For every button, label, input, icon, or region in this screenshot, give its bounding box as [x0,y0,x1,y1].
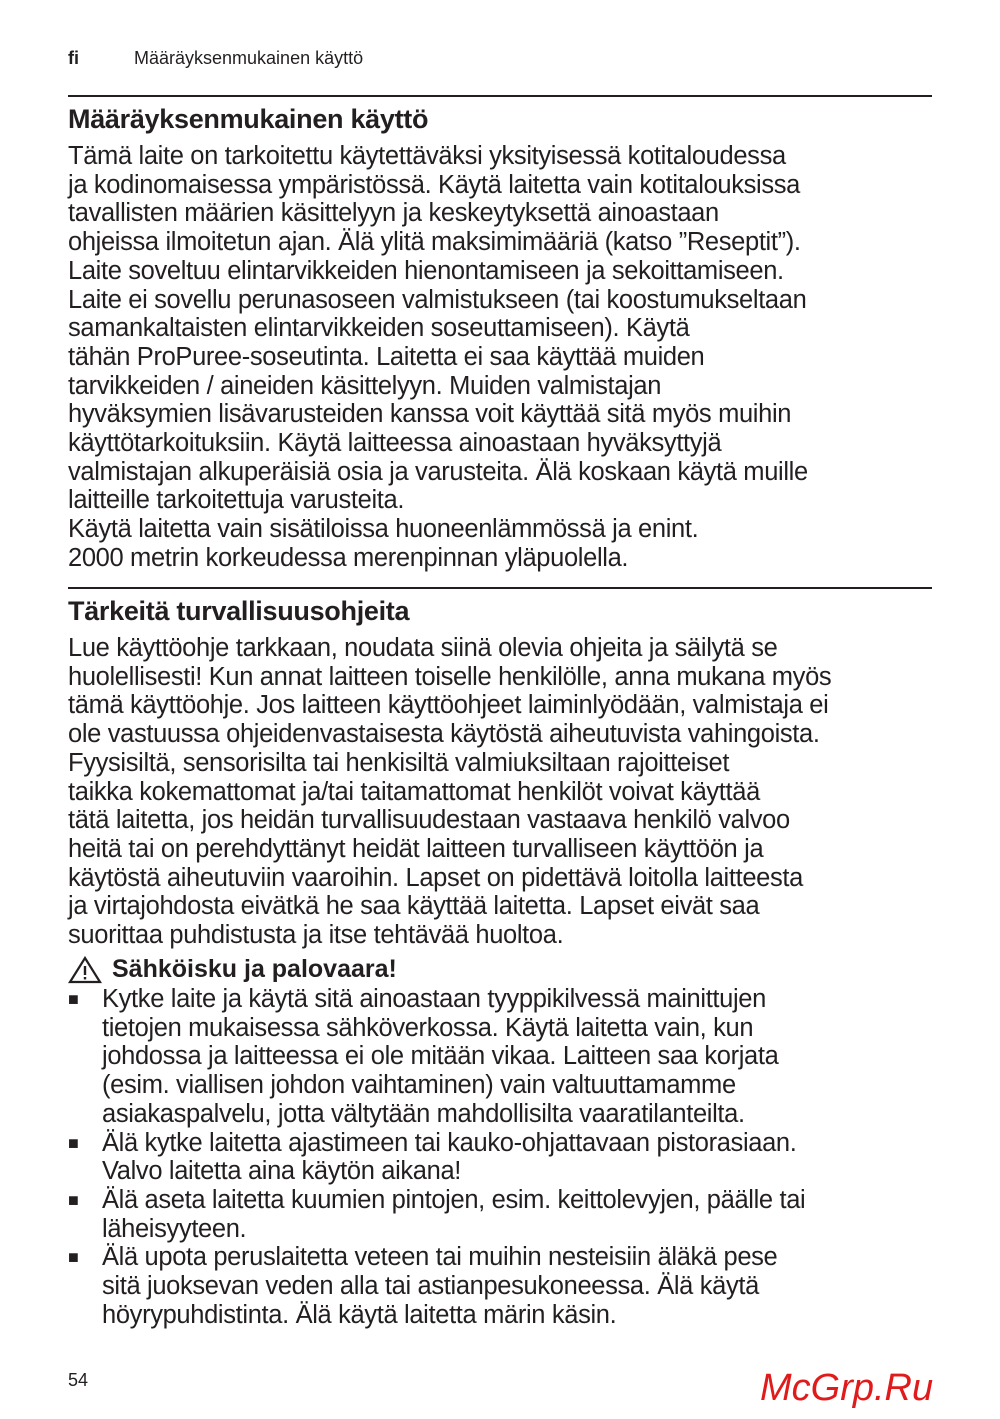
text-line: Laite ei sovellu perunasoseen valmistukseen (tai koostumukseltaan [68,285,807,314]
text-line: tarvikkeiden / aineiden käsittelyyn. Muiden valmistajan [68,371,662,400]
text-line: ohjeissa ilmoitetun ajan. Älä ylitä maksimimääriä (katso ”Reseptit”). [68,228,801,257]
text-line: Älä upota peruslaitetta veteen tai muihin nesteisiin äläkä pese [102,1243,778,1272]
text-line: Käytä laitetta vain sisätiloissa huoneenlämmössä ja enint. [68,515,699,544]
text-line: käyttötarkoituksiin. Käytä laitteessa ainoastaan hyväksyttyjä [68,429,722,458]
text-line: Valvo laitetta aina käytön aikana! [102,1157,462,1186]
section-heading: Määräyksenmukainen käyttö [68,104,429,134]
text-line: huolellisesti! Kun annat laitteen toiselle henkilölle, anna mukana myös [68,662,832,691]
text-line: heitä tai on perehdyttänyt heidät laitteen turvalliseen käyttöön ja [68,834,764,863]
text-line: läheisyyteen. [102,1214,247,1243]
section-body [68,634,831,950]
text-line: Älä kytke laitetta ajastimeen tai kauko-ohjattavaan pistorasiaan. [102,1128,797,1157]
text-line: tietojen mukaisessa sähköverkossa. Käytä laitetta vain, kun [102,1013,754,1042]
text-line: sitä juoksevan veden alla tai astianpesukoneessa. Älä käytä [102,1272,759,1301]
text-line: Tämä laite on tarkoitettu käytettäväksi yksityisessä kotitaloudessa [68,142,786,170]
text-line: (esim. viallisen johdon vaihtaminen) vain valtuuttamamme [102,1071,736,1100]
section-body [68,142,808,573]
text-line: suorittaa puhdistusta ja itse tehtävää huoltoa. [68,921,564,950]
warning-triangle-icon [68,956,102,984]
text-line: tavallisten määrien käsittelyyn ja keskeytyksettä ainoastaan [68,199,719,228]
text-line: asiakaspalvelu, jotta vältytään mahdollisilta vaaratilanteilta. [102,1099,745,1128]
text-line: Laite soveltuu elintarvikkeiden hienontamiseen ja sekoittamiseen. [68,256,784,285]
bullet-item [68,1243,805,1329]
text-line: samankaltaisten elintarvikkeiden soseuttamiseen). Käytä [68,314,690,343]
running-header [68,48,363,69]
text-line: käytöstä aiheutuviin vaaroihin. Lapset on pidettävä loitolla laitteesta [68,863,803,892]
divider [68,95,932,97]
text-line: 2000 metrin korkeudessa merenpinnan yläpuolella. [68,543,629,572]
text-line: Kytke laite ja käytä sitä ainoastaan tyyppikilvessä mainittujen [102,985,766,1013]
text-line: tätä laitetta, jos heidän turvallisuudestaan vastaava henkilö valvoo [68,806,790,835]
bullet-square-icon: ■ [68,1189,79,1210]
language-code: fi [68,48,79,68]
header-title: Määräyksenmukainen käyttö [134,48,364,68]
watermark: McGrp.Ru [760,1367,934,1409]
text-line: ja virtajohdosta eivätkä he saa käyttää laitetta. Lapset eivät saa [68,892,760,921]
bullet-square-icon: ■ [68,989,79,1009]
text-line: Lue käyttöohje tarkkaan, noudata siinä olevia ohjeita ja säilytä se [68,634,778,662]
bullet-item [68,1186,805,1243]
text-line: tähän ProPuree-soseutinta. Laitetta ei saa käyttää muiden [68,342,705,371]
text-line: Älä aseta laitetta kuumien pintojen, esim. keittolevyjen, päälle tai [102,1185,806,1214]
text-line: johdossa ja laitteessa ei ole mitään vikaa. Laitteen saa korjata [102,1042,779,1071]
bullet-square-icon: ■ [68,1132,79,1153]
page-number: 54 [68,1370,89,1390]
text-line: ole vastuussa ohjeidenvastaisesta käytöstä aiheutuvista vahingoista. [68,720,820,749]
warning-title: Sähköisku ja palovaara! [112,955,397,983]
divider [68,587,932,589]
section-heading: Tärkeitä turvallisuusohjeita [68,596,410,626]
text-line: hyväksymien lisävarusteiden kanssa voit käyttää sitä myös muihin [68,400,792,429]
text-line: valmistajan alkuperäisiä osia ja varusteita. Älä koskaan käytä muille [68,457,808,486]
text-line: ja kodinomaisessa ympäristössä. Käytä laitetta vain kotitalouksissa [68,170,800,199]
text-line: taikka kokemattomat ja/tai taitamattomat henkilöt voivat käyttää [68,777,760,806]
bullet-list [68,985,805,1329]
text-line: tämä käyttöohje. Jos laitteen käyttöohjeet laiminlyödään, valmistaja ei [68,691,829,720]
bullet-item [68,1129,805,1186]
text-line: höyrypuhdistinta. Älä käytä laitetta märin käsin. [102,1300,617,1329]
bullet-item [68,985,805,1129]
text-line: laitteille tarkoitettuja varusteita. [68,486,405,515]
warning-heading [68,955,397,984]
bullet-square-icon: ■ [68,1247,79,1268]
text-line: Fyysisiltä, sensorisilta tai henkisiltä valmiuksiltaan rajoitteiset [68,748,730,777]
